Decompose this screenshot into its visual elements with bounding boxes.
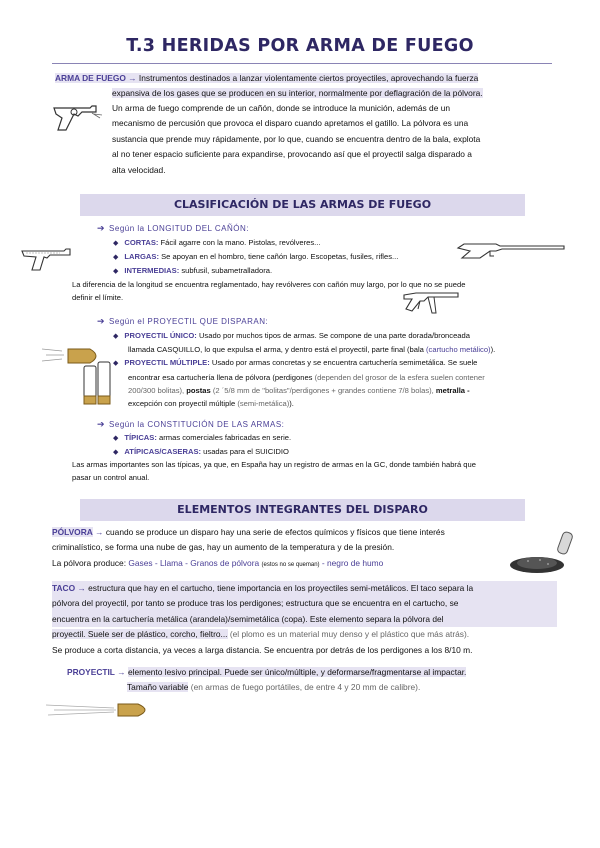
list-item (113, 236, 453, 250)
assault-rifle-icon (402, 289, 462, 323)
item-note: 200/300 bolitas), (128, 385, 185, 395)
item-term: metralla - (435, 385, 470, 395)
subheading-longitud (97, 223, 249, 234)
item-note: (semi-metálica) (237, 399, 290, 409)
diamond-bullet-icon: ◆ (113, 254, 119, 262)
polvora-produce: La pólvora produce: (52, 557, 127, 568)
item-text: usadas para el SUICIDIO (203, 447, 289, 457)
diamond-bullet-icon: ◆ (113, 240, 119, 247)
item-term: LARGAS: (124, 252, 159, 262)
intro-line-5: alta velocidad. (112, 164, 166, 175)
section-heading-clasificacion: CLASIFICACIÓN DE LAS ARMAS DE FUEGO (80, 194, 525, 216)
arrow-right-icon: ➔ (97, 419, 106, 429)
item-text: llamada CASQUILLO, lo que expulsa el arma, y dentro está el proyectil, parte final (bala (128, 345, 424, 355)
taco-line-3: encuentra en la cartuchería metálica (arandela)/semimetálica (copa). Este elemento separa la pólvora del (52, 612, 557, 627)
diamond-bullet-icon: ◆ (113, 333, 119, 340)
intro-line-4: al no tener espacio suficiente para expandirse, provocando así que el proyectil salga disparado a (112, 149, 472, 160)
polvora-text: cuando se produce un disparo hay una serie de efectos químicos y físicos que tiene interés (105, 527, 445, 537)
list-item-unico (113, 329, 560, 343)
list-item (113, 264, 453, 278)
taco-line-2: pólvora del proyectil, por tanto se produce tras los perdigones; estructura que se encuentra en el cartucho, se (52, 596, 557, 611)
projectile-list (113, 329, 560, 410)
item-text: armas comerciales fabricadas en serie. (159, 433, 292, 442)
taco-paragraph (52, 581, 557, 658)
intro-line-1: Un arma de fuego comprende de un cañón, donde se introduce la munición, además de un (112, 103, 451, 113)
proyectil-paragraph (67, 665, 557, 696)
page-title: T.3 HERIDAS POR ARMA DE FUEGO (126, 36, 474, 56)
item-term: PROYECTIL MÚLTIPLE: (124, 358, 210, 368)
item-text: Usado por armas concretas y se encuentra cartuchería semimetálica. Se suele (211, 358, 478, 368)
subheading-proyectil-label: Según el PROYECTIL QUE DISPARAN: (109, 317, 269, 326)
intro-definition-line2-wrap (112, 86, 562, 101)
item-term: PROYECTIL ÚNICO: (124, 331, 197, 340)
shotgun-shell-icon (82, 360, 114, 410)
subheading-constitucion-label: Según la CONSTITUCIÓN DE LAS ARMAS: (109, 420, 285, 429)
polvora-line-1 (52, 525, 557, 540)
revolver-icon (52, 104, 104, 132)
polvora-paragraph (52, 525, 557, 573)
intro-line-2: mecanismo de percusión que provoca el disparo cuando apretamos el gatillo. La pólvora es una (112, 118, 469, 129)
diamond-bullet-icon: ◆ (113, 449, 119, 457)
arrow-right-icon: ➔ (97, 316, 106, 326)
taco-line-5: Se produce a corta distancia, ya veces a larga distancia. Se encuentra por detrás de los perdigones a los 8/10 m. (52, 644, 473, 655)
subheading-proyectil (97, 316, 268, 327)
item-text: subfusil, subametralladora. (181, 266, 273, 276)
item-text: excepción con proyectil múltiple (128, 399, 236, 409)
item-text: Usado por muchos tipos de armas. Se compone de una parte dorada/bronceada (198, 331, 470, 340)
arrow-icon: → (77, 583, 86, 593)
proyectil-line-1 (67, 665, 557, 680)
diamond-bullet-icon: ◆ (113, 435, 119, 442)
taco-term: TACO (52, 583, 76, 593)
polvora-effects: Gases - Llama - Granos de pólvora (128, 557, 260, 568)
diamond-bullet-icon: ◆ (113, 268, 119, 276)
item-term: CORTAS: (124, 238, 159, 247)
title-underline (52, 63, 552, 64)
subheading-longitud-label: Según la LONGITUD DEL CAÑÓN: (109, 224, 250, 233)
polvora-humo: - negro de humo (321, 557, 384, 568)
section-heading-elementos: ELEMENTOS INTEGRANTES DEL DISPARO (80, 499, 525, 521)
list-item (113, 250, 453, 264)
intro-definition (55, 71, 560, 86)
proyectil-text: Tamaño variable (127, 682, 189, 693)
polvora-line-2: criminalístico, se forma una nube de gas, hay un aumento de la temperatura y de la presión. (52, 542, 395, 553)
polvora-line-3 (52, 556, 557, 573)
item-text: encontrar esa cartuchería llena de pólvora (perdigones (128, 372, 313, 382)
taco-text: proyectil. Suele ser de plástico, corcho, fieltro... (52, 629, 228, 640)
taco-note: (el plomo es un material muy denso y el plástico que más atrás). (229, 629, 470, 640)
list-item-multiple-cont2 (113, 384, 560, 397)
item-term: INTERMEDIAS: (124, 266, 180, 276)
item-term: postas (186, 385, 211, 395)
flying-bullet-icon (44, 699, 154, 721)
item-term: ATÍPICAS/CASERAS: (124, 447, 202, 457)
constitution-note (72, 458, 560, 484)
list-item-unico-cont (113, 343, 560, 356)
list-item-multiple-cont3 (113, 397, 560, 410)
item-text: ). (490, 345, 496, 355)
list-item-multiple (113, 356, 560, 370)
item-note: (cartucho metálico) (426, 345, 491, 355)
polvora-small-note: (estos no se queman) (261, 561, 320, 568)
item-text: Fácil agarre con la mano. Pistolas, revólveres... (160, 238, 321, 247)
diamond-bullet-icon: ◆ (113, 360, 119, 368)
intro-line-3: sustancia que prende muy rápidamente, por lo que, cuando se encuentra dentro de la bala, explota (112, 133, 481, 144)
rifle-icon (456, 238, 566, 260)
item-text: Se apoyan en el hombro, tiene cañón largo. Escopetas, fusiles, rifles... (161, 252, 399, 262)
intro-paragraph (112, 101, 560, 178)
constitution-list (113, 431, 513, 459)
item-text: ). (289, 399, 294, 409)
taco-text: estructura que hay en el cartucho, tiene importancia en los proyectiles semi-metálicos. El taco separa la (88, 583, 474, 593)
proyectil-line-2 (67, 680, 557, 695)
proyectil-note: (en armas de fuego portátiles, de entre 4 y 20 mm de calibre). (190, 682, 421, 693)
intro-definition-line1 (55, 73, 478, 83)
cartridge-icon (556, 530, 576, 560)
definition-text-1: Instrumentos destinados a lanzar violentamente ciertos proyectiles, aprovechando la fuerza (138, 73, 479, 83)
arrow-icon: → (128, 73, 137, 83)
subheading-constitucion (97, 419, 284, 430)
length-note (72, 278, 560, 304)
proyectil-term: PROYECTIL (67, 667, 115, 677)
list-item (113, 431, 513, 445)
item-term: TÍPICAS: (124, 433, 157, 442)
pistol-icon (20, 248, 72, 272)
note-line-2: pasar un control anual. (72, 473, 150, 483)
arrow-icon: → (117, 667, 126, 677)
definition-text-2: expansiva de los gases que se producen en su interior, normalmente por deflagración de la pólvora. (112, 88, 483, 98)
note-line-2: definir el límite. (72, 293, 124, 303)
polvora-term: PÓLVORA (52, 527, 93, 537)
arrow-right-icon: ➔ (97, 223, 106, 233)
arrow-icon: → (95, 527, 104, 537)
item-note: (dependen del grosor de la esfera suelen contener (314, 372, 485, 382)
list-item-multiple-cont1 (113, 371, 560, 384)
taco-line-4 (52, 627, 557, 642)
length-list (113, 236, 453, 279)
note-line-1: La diferencia de la longitud se encuentra reglamentado, hay revólveres con cañón muy largo, por lo que no se puede (72, 280, 466, 289)
item-note: (2 ´5/8 mm de "bolitas"/perdigones + grandes contiene 7/8 bolas), (212, 385, 434, 395)
arma-de-fuego-term: ARMA DE FUEGO (55, 73, 126, 83)
note-line-1: Las armas importantes son las típicas, ya que, en España hay un registro de armas en la GC, donde también habrá que (72, 460, 476, 469)
proyectil-text: elemento lesivo principal. Puede ser único/múltiple, y deformarse/fragmentarse al impactar. (127, 667, 467, 677)
taco-line-1 (52, 581, 557, 596)
